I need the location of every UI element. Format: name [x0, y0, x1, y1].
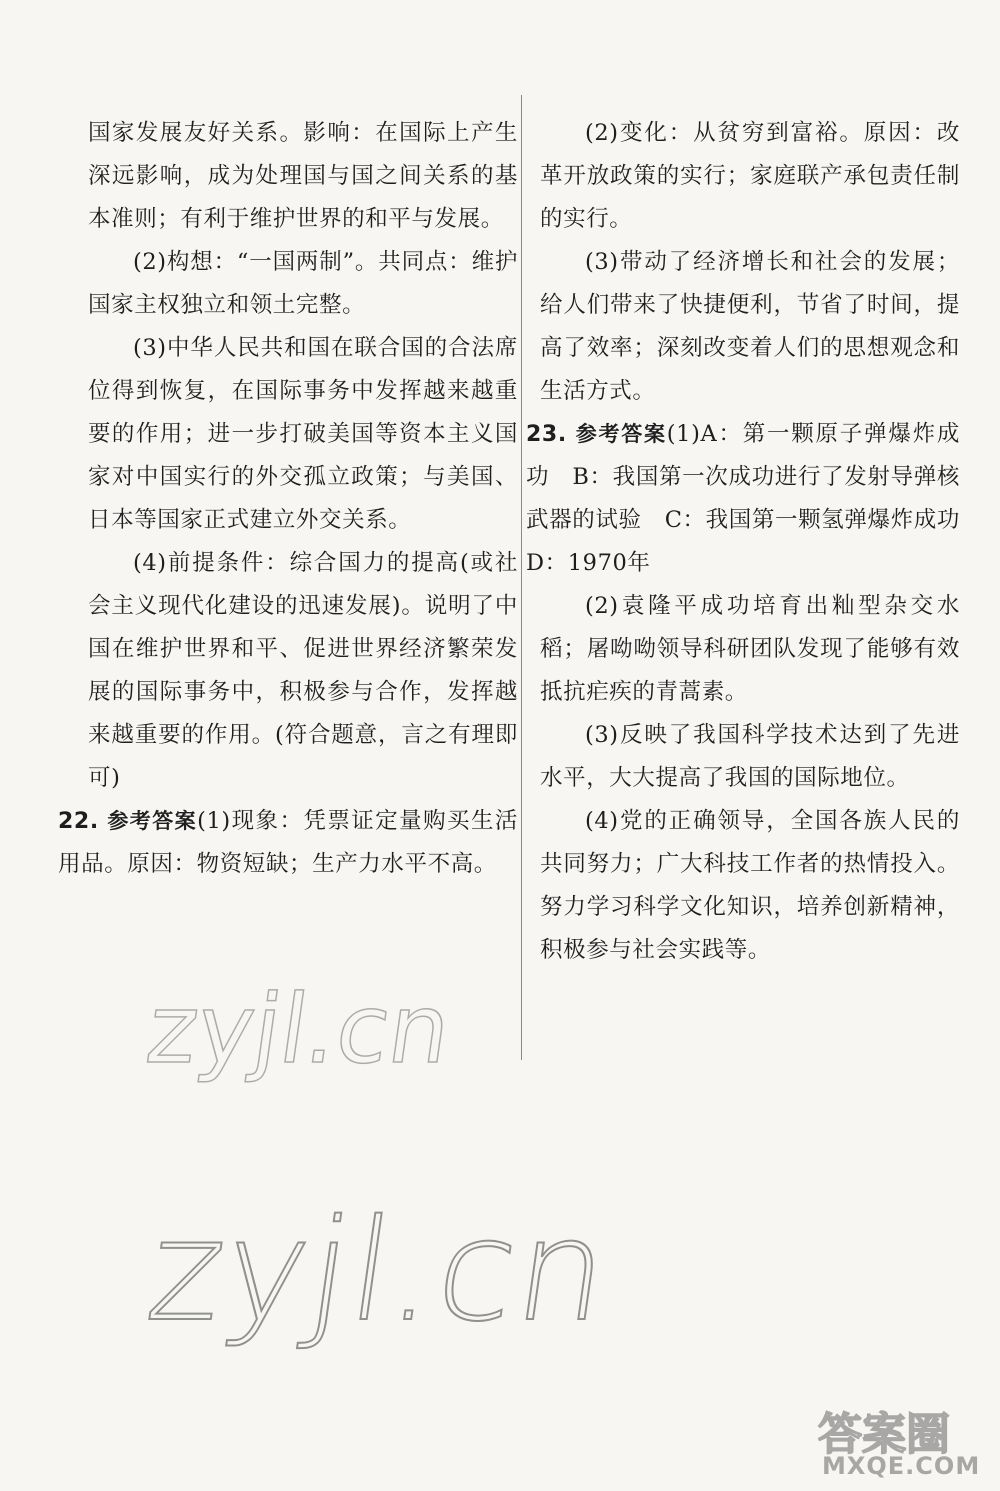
- question-22-answer: [58, 800, 518, 886]
- answer-text: (1)现象：凭票证定量购买生活用品。原因：物资短缺；生产力水平不高。: [58, 808, 518, 877]
- question-23-answer: [526, 413, 984, 585]
- watermark-logo: 答案圈: [818, 1409, 950, 1460]
- column-divider: [521, 95, 522, 1060]
- answer-paragraph: (3)带动了经济增长和社会的发展；给人们带来了快捷便利，节省了时间，提高了效率；深刻改变着人们的思想观念和生活方式。: [540, 249, 960, 404]
- watermark-mid: zyjl.cn: [140, 975, 458, 1085]
- left-column: [58, 112, 518, 886]
- answer-paragraph: (2)变化：从贫穷到富裕。原因：改革开放政策的实行；家庭联产承包责任制的实行。: [540, 120, 960, 232]
- answer-paragraph: (2)构想：“一国两制”。共同点：维护国家主权独立和领土完整。: [88, 249, 518, 318]
- answer-label: 参考答案: [107, 809, 198, 833]
- answer-paragraph: (3)反映了我国科学技术达到了先进水平，大大提高了我国的国际地位。: [540, 722, 960, 791]
- answer-text: (1)A：第一颗原子弹爆炸成功 B：我国第一次成功进行了发射导弹核武器的试验 C：我国第一颗氢弹爆炸成功 D：1970年: [526, 421, 984, 576]
- question-number: 22.: [58, 809, 99, 834]
- answer-paragraph: 国家发展友好关系。影响：在国际上产生深远影响，成为处理国与国之间关系的基本准则；有利于维护世界的和平与发展。: [88, 120, 518, 232]
- answer-paragraph: (4)党的正确领导，全国各族人民的共同努力；广大科技工作者的热情投入。努力学习科学文化知识，培养创新精神，积极参与社会实践等。: [540, 808, 960, 963]
- answer-label: 参考答案: [575, 422, 667, 446]
- watermark-large: zyjl.cn: [138, 1190, 620, 1353]
- answer-paragraph: (4)前提条件：综合国力的提高(或社会主义现代化建设的迅速发展)。说明了中国在维护世界和平、促进世界经济繁荣发展的国际事务中，积极参与合作，发挥越来越重要的作用。(符合题意，言之有理即可): [88, 550, 518, 791]
- watermark-site: MXQE.COM: [822, 1452, 981, 1480]
- right-column: [526, 112, 984, 972]
- question-number: 23.: [526, 422, 567, 447]
- answer-paragraph: (3)中华人民共和国在联合国的合法席位得到恢复，在国际事务中发挥越来越重要的作用；进一步打破美国等资本主义国家对中国实行的外交孤立政策；与美国、日本等国家正式建立外交关系。: [88, 335, 518, 533]
- answer-paragraph: (2)袁隆平成功培育出籼型杂交水稻；屠呦呦领导科研团队发现了能够有效抵抗疟疾的青蒿素。: [540, 593, 960, 705]
